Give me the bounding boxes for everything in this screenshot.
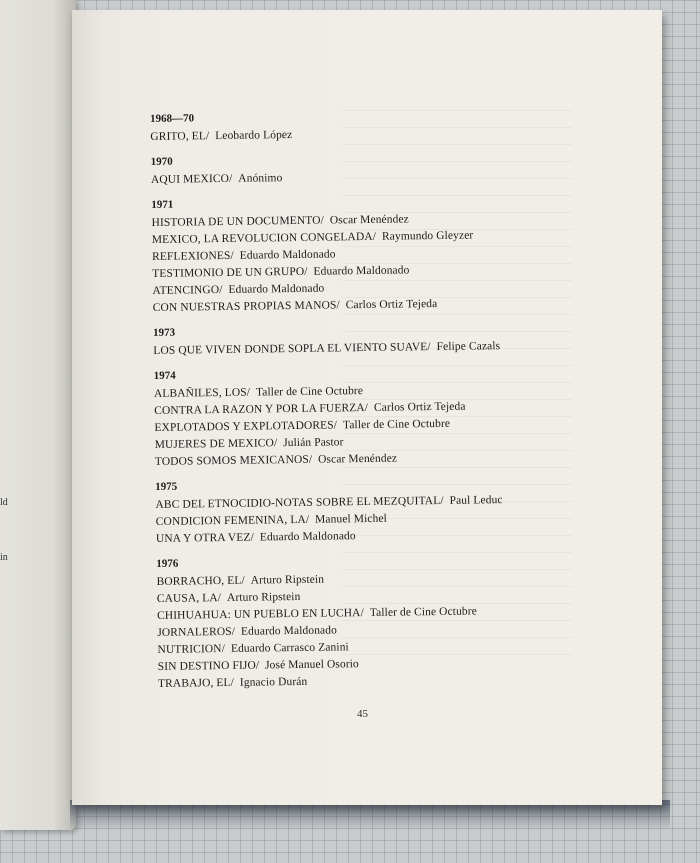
film-director: Julián Pastor [283,436,344,450]
film-director: Carlos Ortiz Tejeda [345,298,438,312]
film-title: EXPLOTADOS Y EXPLOTADORES/ [154,419,338,434]
film-director: Felipe Cazals [436,340,501,354]
filmography-list [150,105,638,702]
year-heading: 1974 [153,369,176,382]
film-director: Oscar Menéndez [318,452,398,466]
year-heading: 1970 [150,155,173,168]
film-title: GRITO, EL/ [150,130,210,143]
year-section [150,105,630,146]
year-section [154,362,635,471]
film-title: CON NUESTRAS PROPIAS MANOS/ [152,299,340,314]
film-title: HISTORIA DE UN DOCUMENTO/ [151,214,324,229]
year-section [153,319,633,360]
film-director: Eduardo Carrasco Zanini [230,641,349,655]
year-section [155,473,636,548]
film-title: CONDICION FEMENINA, LA/ [155,513,310,528]
film-title: NUTRICION/ [157,643,226,656]
film-director: Taller de Cine Octubre [342,417,451,432]
film-director: Eduardo Maldonado [239,248,336,262]
film-director: Taller de Cine Octubre [255,385,364,399]
year-section [151,191,633,317]
year-heading: 1971 [151,198,174,211]
film-title: TESTIMONIO DE UN GRUPO/ [152,265,308,280]
year-heading: 1968—70 [150,112,195,125]
film-title: ATENCINGO/ [152,284,223,297]
film-director: Arturo Ripstein [226,590,301,604]
film-director: Oscar Menéndez [329,213,409,227]
film-director: Paul Leduc [449,494,503,507]
facing-page-fragment: in [0,552,8,563]
film-title: CHIHUAHUA: UN PUEBLO EN LUCHA/ [156,607,364,622]
film-director: José Manuel Osorio [264,658,359,672]
film-entry [153,336,633,360]
film-title: MEXICO, LA REVOLUCION CONGELADA/ [151,230,377,246]
film-director: Eduardo Maldonado [228,282,325,296]
film-title: TODOS SOMOS MEXICANOS/ [154,453,313,468]
film-director: Taller de Cine Octubre [369,605,477,619]
year-section [151,148,631,189]
film-title: ABC DEL ETNOCIDIO-NOTAS SOBRE EL MEZQUITAL/ [155,494,444,511]
film-title: REFLEXIONES/ [151,249,234,263]
film-director: Leobardo López [215,129,293,143]
year-heading: 1975 [155,480,178,493]
book-page [72,10,662,805]
film-entry [150,122,630,146]
film-director: Manuel Michel [314,512,388,526]
film-title: JORNALEROS/ [157,625,236,639]
film-title: AQUI MEXICO/ [150,172,233,186]
film-title: LOS QUE VIVEN DONDE SOPLA EL VIENTO SUAVE/ [153,341,431,357]
film-entry [151,165,631,189]
film-director: Eduardo Maldonado [313,264,410,278]
page-number: 45 [357,708,368,720]
year-heading: 1973 [153,326,176,339]
film-title: MUJERES DE MEXICO/ [154,437,278,451]
year-heading: 1976 [156,557,179,570]
film-director: Anónimo [238,172,283,185]
film-title: SIN DESTINO FIJO/ [157,659,260,673]
year-section [156,550,638,693]
film-director: Carlos Ortiz Tejeda [373,400,466,414]
film-title: CONTRA LA RAZON Y POR LA FUERZA/ [154,401,369,417]
film-title: BORRACHO, EL/ [156,574,245,588]
film-title: CAUSA, LA/ [156,592,222,605]
film-title: ALBAÑILES, LOS/ [153,386,251,400]
film-director: Eduardo Maldonado [240,624,337,638]
film-title: TRABAJO, EL/ [157,676,235,690]
facing-page [0,0,76,830]
film-director: Ignacio Durán [239,675,308,689]
film-director: Raymundo Gleyzer [381,229,474,243]
film-director: Arturo Ripstein [250,573,325,587]
film-director: Eduardo Maldonado [259,530,356,544]
film-title: UNA Y OTRA VEZ/ [155,531,254,545]
facing-page-fragment: ld [0,497,8,508]
